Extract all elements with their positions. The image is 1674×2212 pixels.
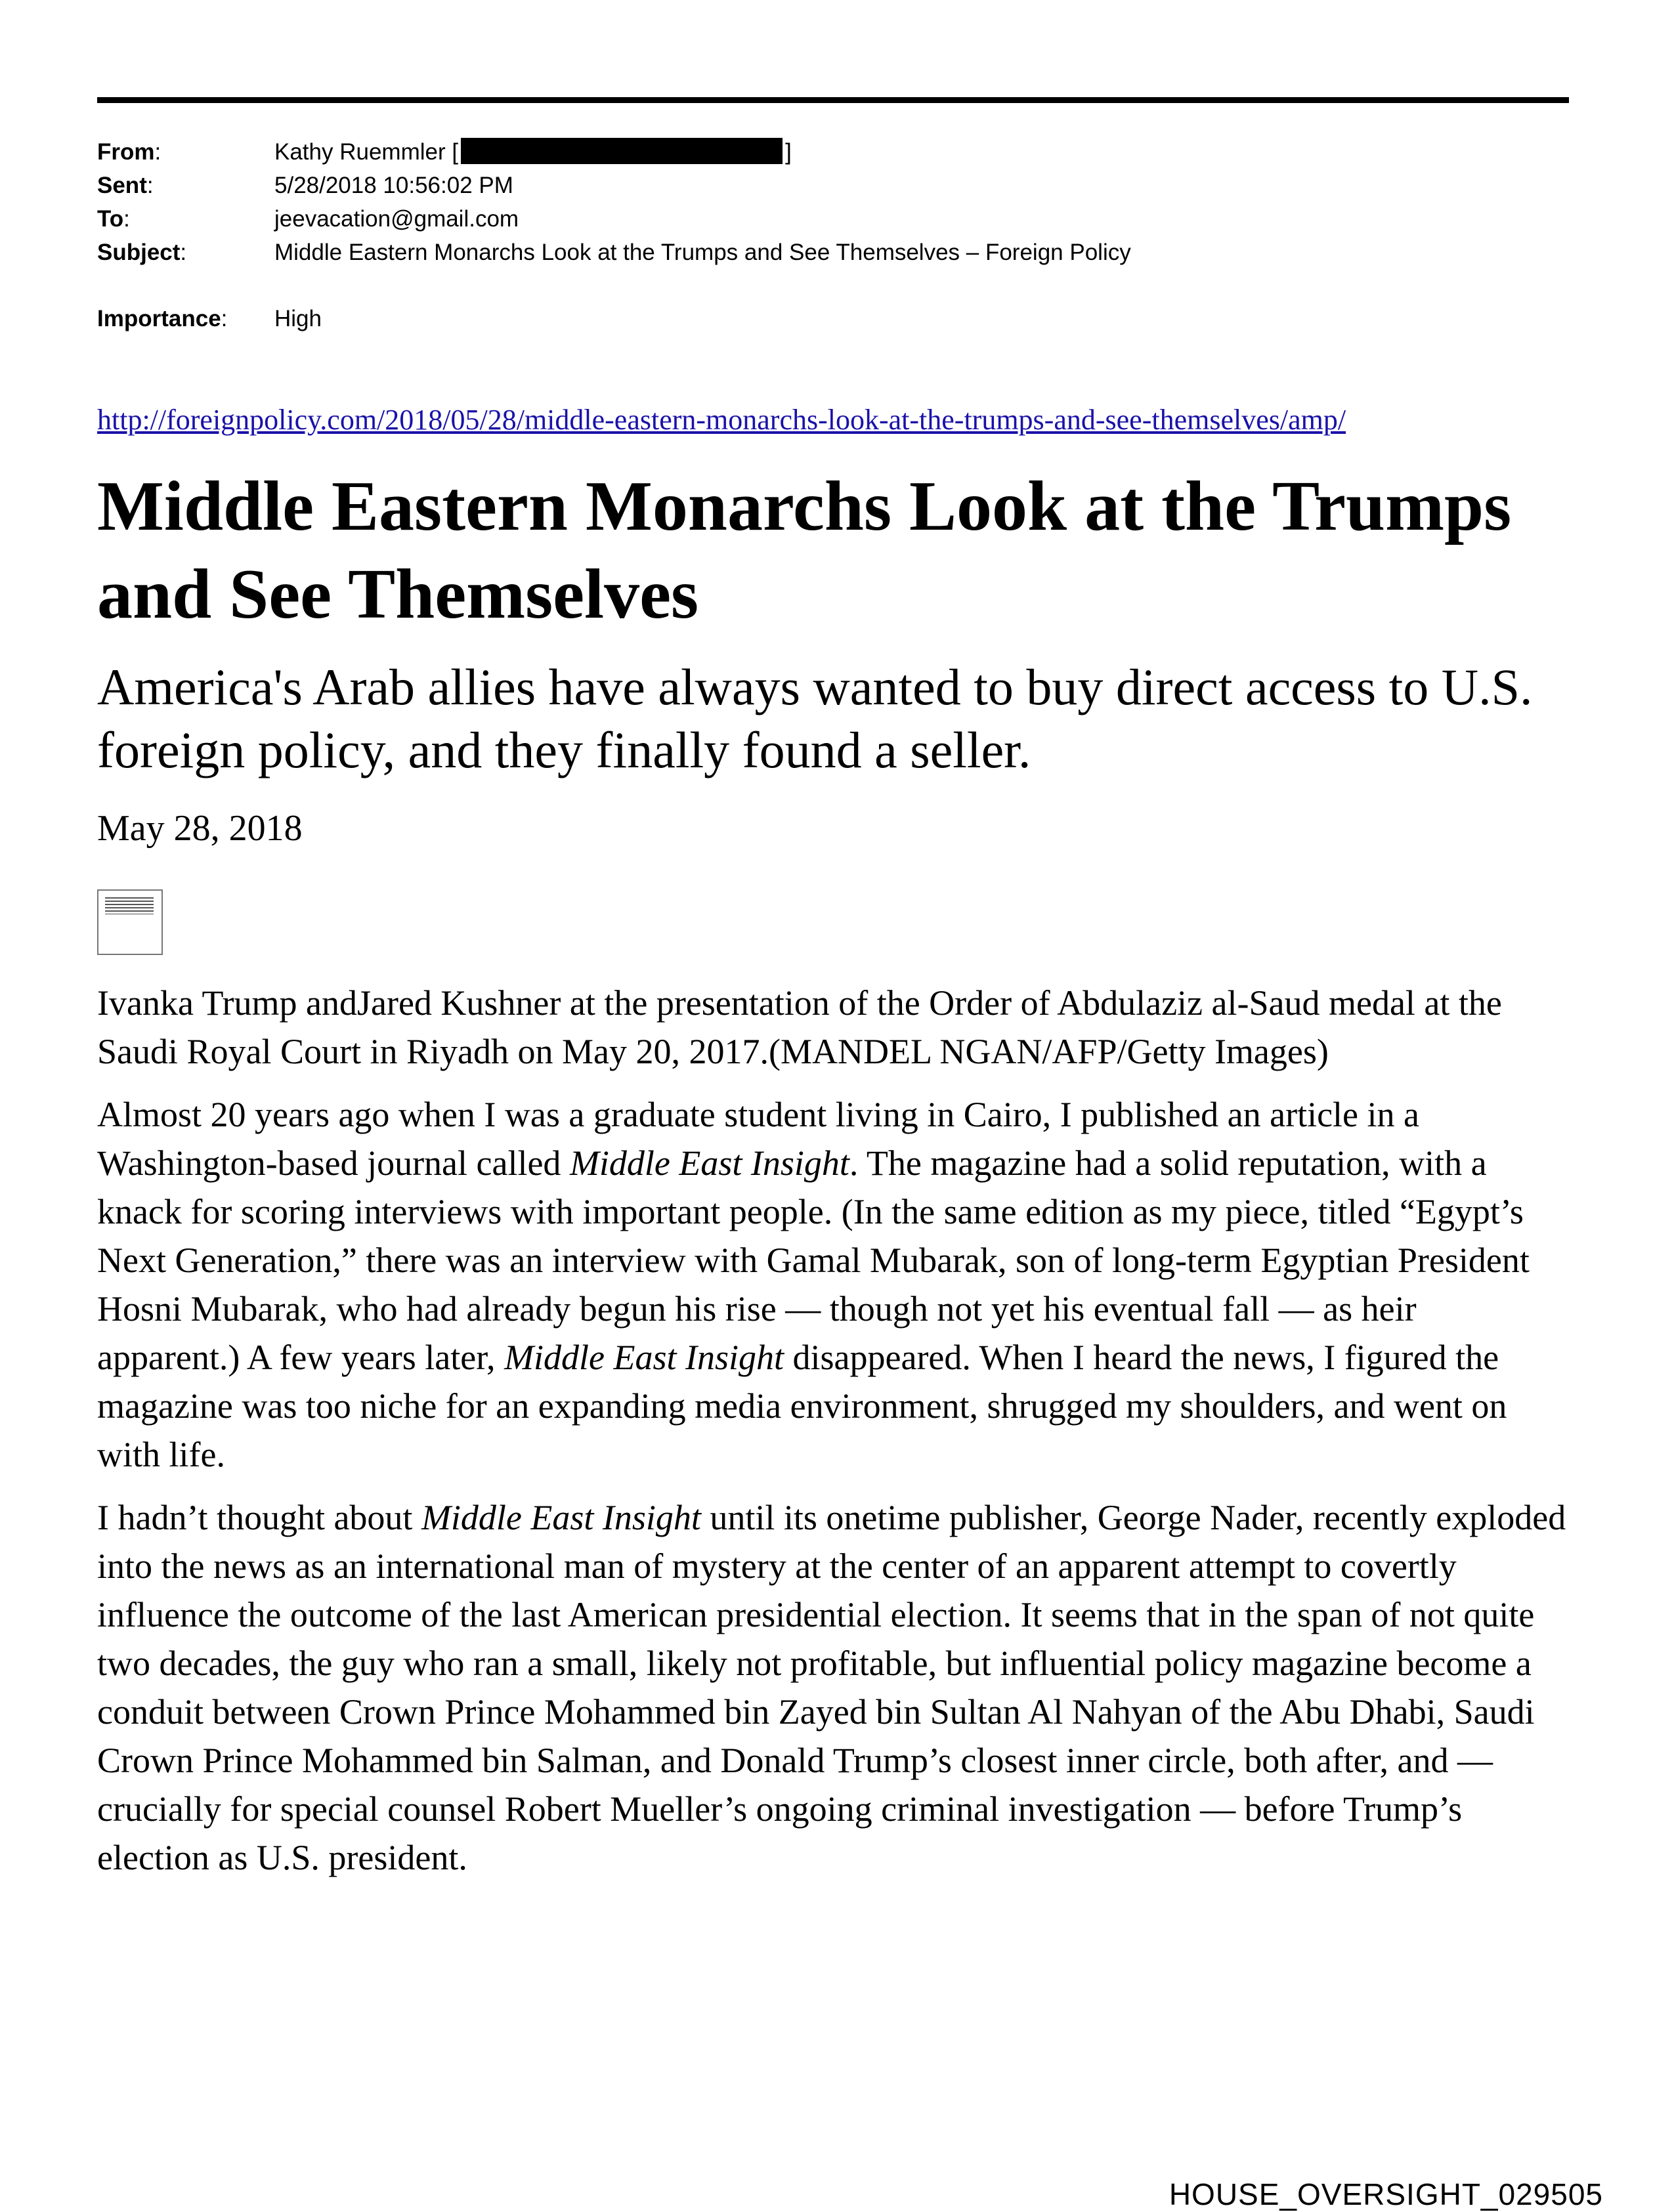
paragraph-2: I hadn’t thought about Middle East Insight until its onetime publisher, George Nader, recently exploded into the news as an international man of mystery at the center of an apparent attempt to covertly influence the outcome of the last American presidential election. It seems that in the span of not quite two decades, the guy who ran a small, likely not profitable, but influential policy magazine become a conduit between Crown Prince Mohammed bin Zayed bin Sultan Al Nahyan of the Abu Dhabi, Saudi Crown Prince Mohammed bin Salman, and Donald Trump’s closest inner circle, both after, and — crucially for special counsel Robert Mueller’s ongoing criminal investigation — before Trump’s election as U.S. president.: [97, 1498, 1566, 1877]
sent-row: Sent: 5/28/2018 10:56:02 PM: [97, 169, 1131, 202]
from-tail: ]: [785, 139, 792, 165]
paragraph-1: Almost 20 years ago when I was a graduate student living in Cairo, I published an article in a Washington-based journal called Middle East Insight. The magazine had a solid reputation, with a knack for scoring interviews with important people. (In the same edition as my piece, titled “Egypt’s Next Generation,” there was an interview with Gamal Mubarak, son of long-term Egyptian President Hosni Mubarak, who had already begun his rise — though not yet his eventual fall — as heir apparent.) A few years later, Middle East Insight disappeared. When I heard the news, I figured the magazine was too niche for an expanding media environment, shrugged my shoulders, and went on with life.: [97, 1095, 1530, 1474]
article-dek: America's Arab allies have always wanted to buy direct access to U.S. foreign policy, and they finally found a seller.: [97, 658, 1533, 778]
article-title: Middle Eastern Monarchs Look at the Trumps and See Themselves: [97, 467, 1512, 633]
article-date: May 28, 2018: [97, 808, 303, 849]
to-row: To: jeevacation@gmail.com: [97, 202, 1131, 236]
from-label: From: [97, 139, 155, 165]
from-value: Kathy Ruemmler [: [274, 139, 459, 165]
article-link[interactable]: http://foreignpolicy.com/2018/05/28/middle-eastern-monarchs-look-at-the-trumps-and-see-themselves/amp/: [97, 404, 1346, 436]
publication-name: Middle East Insight: [421, 1498, 701, 1537]
subject-label: Subject: [97, 240, 181, 265]
from-row: From: Kathy Ruemmler [ ]: [97, 139, 792, 165]
subject-value: Middle Eastern Monarchs Look at the Trumps and See Themselves – Foreign Policy: [274, 240, 1131, 265]
to-label: To: [97, 206, 124, 232]
importance-value: High: [274, 306, 322, 331]
sent-value: 5/28/2018 10:56:02 PM: [274, 173, 513, 198]
importance-row: Importance: High: [97, 302, 1131, 335]
top-rule: [97, 97, 1569, 103]
article-body: [97, 403, 1568, 1882]
image-caption: Ivanka Trump andJared Kushner at the presentation of the Order of Abdulaziz al-Saud medal at the Saudi Royal Court in Riyadh on May 20, 2017.(MANDEL NGAN/AFP/Getty Images): [97, 983, 1502, 1071]
publication-name: Middle East Insight: [504, 1338, 784, 1377]
subject-row: Subject: Middle Eastern Monarchs Look at the Trumps and See Themselves – Foreign Policy: [97, 236, 1131, 269]
publication-name: Middle East Insight: [569, 1143, 849, 1183]
email-header: [97, 135, 1131, 335]
importance-label: Importance: [97, 306, 221, 331]
redaction-bar: [461, 138, 783, 164]
to-value: jeevacation@gmail.com: [274, 206, 519, 232]
bates-number: HOUSE_OVERSIGHT_029505: [1169, 2177, 1603, 2211]
broken-image-icon: [97, 889, 163, 955]
sent-label: Sent: [97, 173, 147, 198]
